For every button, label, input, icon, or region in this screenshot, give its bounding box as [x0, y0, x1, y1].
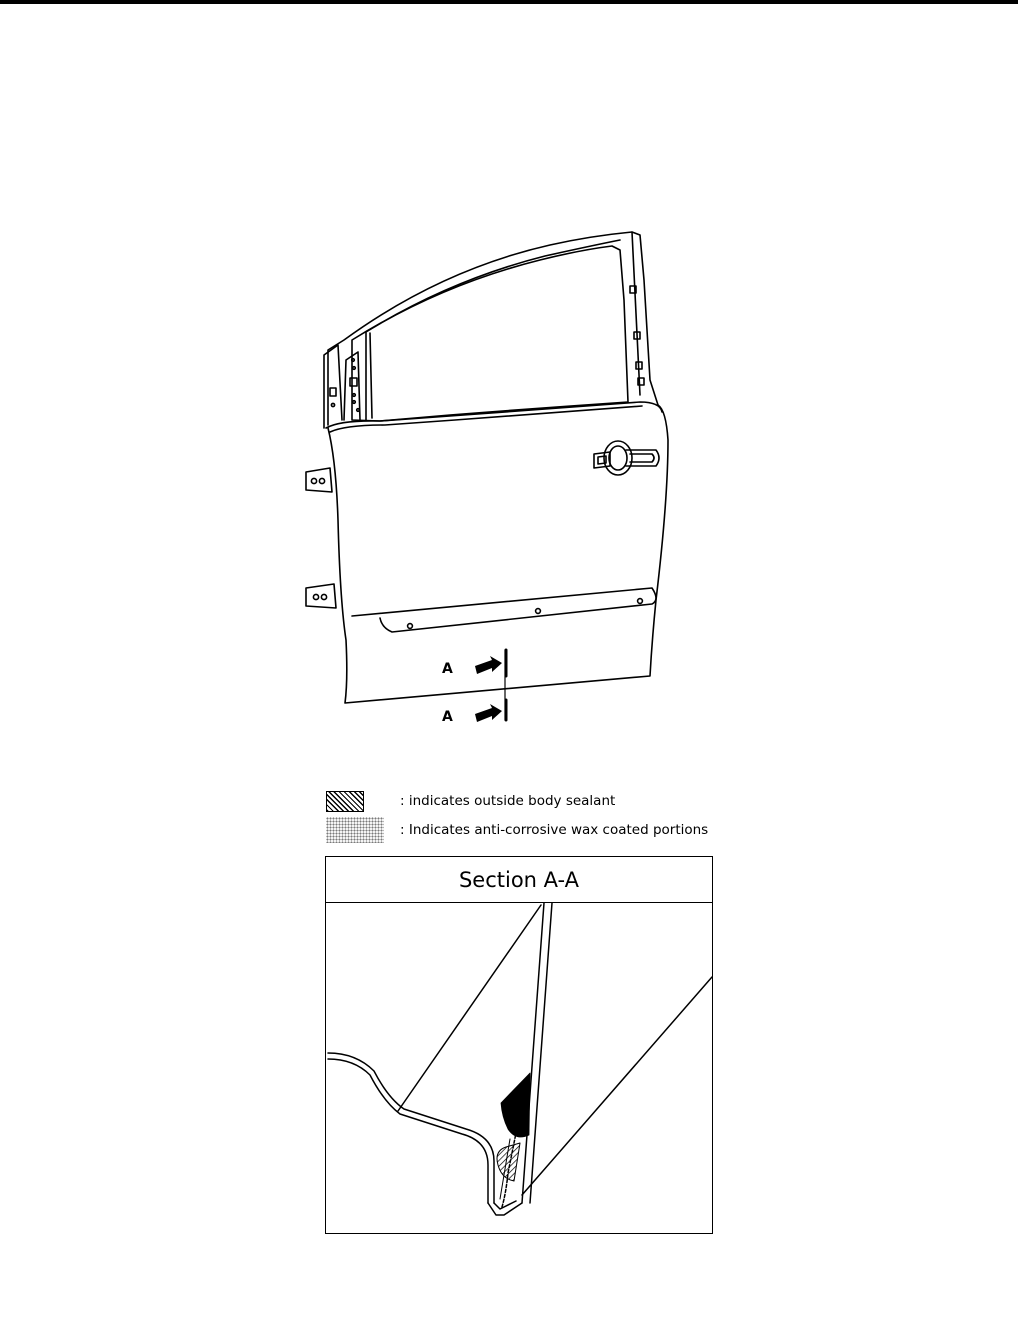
legend-wax-label: : Indicates anti-corrosive wax coated portions: [400, 822, 709, 838]
section-title: Section A-A: [326, 857, 712, 903]
hem-flange: [488, 1203, 522, 1215]
upper-hinge: [306, 468, 332, 492]
outside-door-handle: [594, 441, 659, 475]
sealant-hatch-swatch: [326, 791, 364, 812]
door-sash-outer: [328, 232, 658, 425]
wax-stipple-swatch: [326, 817, 384, 843]
legend-row-sealant: [326, 788, 616, 814]
section-a-a-drawing: [326, 903, 712, 1233]
right-edge-line: [522, 977, 712, 1195]
legend-sealant-label: : indicates outside body sealant: [400, 793, 616, 809]
lower-hinge: [306, 584, 336, 608]
legend-row-wax: [326, 817, 709, 843]
wax-coated-area: [501, 1073, 530, 1137]
section-arrow-upper: [475, 656, 502, 674]
section-arrow-lower: [475, 704, 502, 722]
section-callout-lower: A: [442, 709, 453, 725]
left-edge-line: [398, 905, 541, 1111]
lower-moulding: [352, 588, 656, 632]
front-pillar: [324, 345, 342, 428]
belt-line: [326, 402, 662, 428]
section-callout-upper: A: [442, 661, 453, 677]
door-outer-panel: [328, 405, 668, 703]
section-detail-box: [325, 856, 713, 1234]
inner-panel: [328, 1053, 494, 1203]
